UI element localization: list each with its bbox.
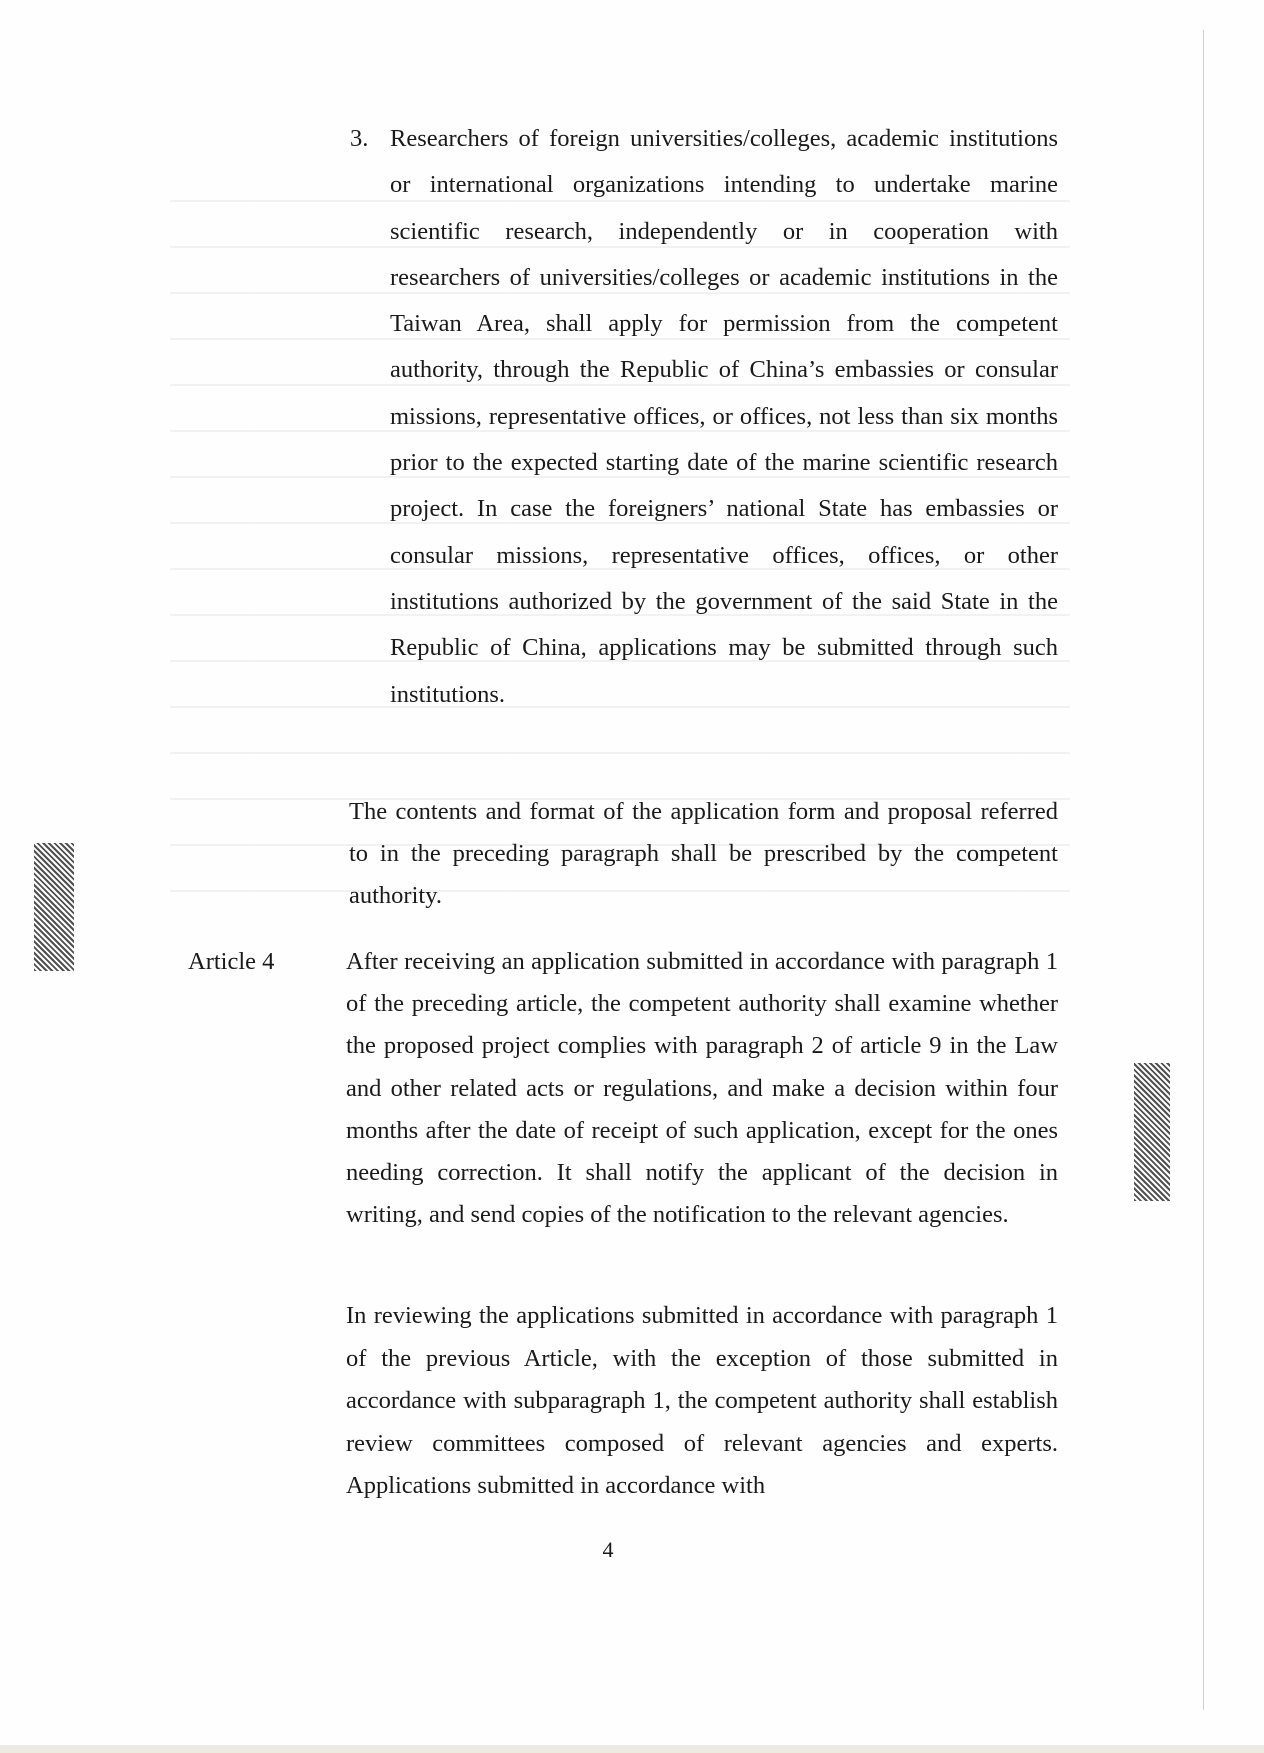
article-4-label: Article 4 xyxy=(188,948,275,975)
left-seal-stamp xyxy=(34,843,74,971)
item-number: 3. xyxy=(350,125,369,152)
article-4-paragraph-2: In reviewing the applications submitted in accordance with paragraph 1 of the previous Article, with the exception of those submitted in accordance with subparagraph 1, the competent authority shall establish review committees composed of relevant agencies and experts. Applications submitted in accordance with xyxy=(346,1302,1058,1500)
item-3-text: Researchers of foreign universities/colleges, academic institutions or international organizations intending to undertake marine scientific research, independently or in cooperation with researchers of universities/colleges or academic institutions in the Taiwan Area, shall apply for permission from the competent authority, through the Republic of China’s embassies or consular missions, representative offices, or offices, not less than six months prior to the expected starting date of the marine scientific research project. In case the foreigners’ national State has embassies or consular missions, representative offices, offices, or other institutions authorized by the government of the said State in the Republic of China, applications may be submitted through such institutions. xyxy=(390,125,1058,708)
right-seal-stamp xyxy=(1134,1063,1170,1201)
page-edge-line xyxy=(1203,30,1204,1710)
contents-paragraph: The contents and format of the application form and proposal referred to in the preceding paragraph shall be prescribed by the competent authority. xyxy=(349,798,1058,909)
page-bottom-edge xyxy=(0,1745,1264,1753)
page-number: 4 xyxy=(602,1537,614,1562)
article-4-paragraph-1: After receiving an application submitted in accordance with paragraph 1 of the preceding article, the competent authority shall examine whether the proposed project complies with paragraph 2 of article 9 in the Law and other related acts or regulations, and make a decision within four months after the date of receipt of such application, except for the ones needing correction. It shall notify the applicant of the decision in writing, and send copies of the notification to the relevant agencies. xyxy=(346,948,1058,1229)
